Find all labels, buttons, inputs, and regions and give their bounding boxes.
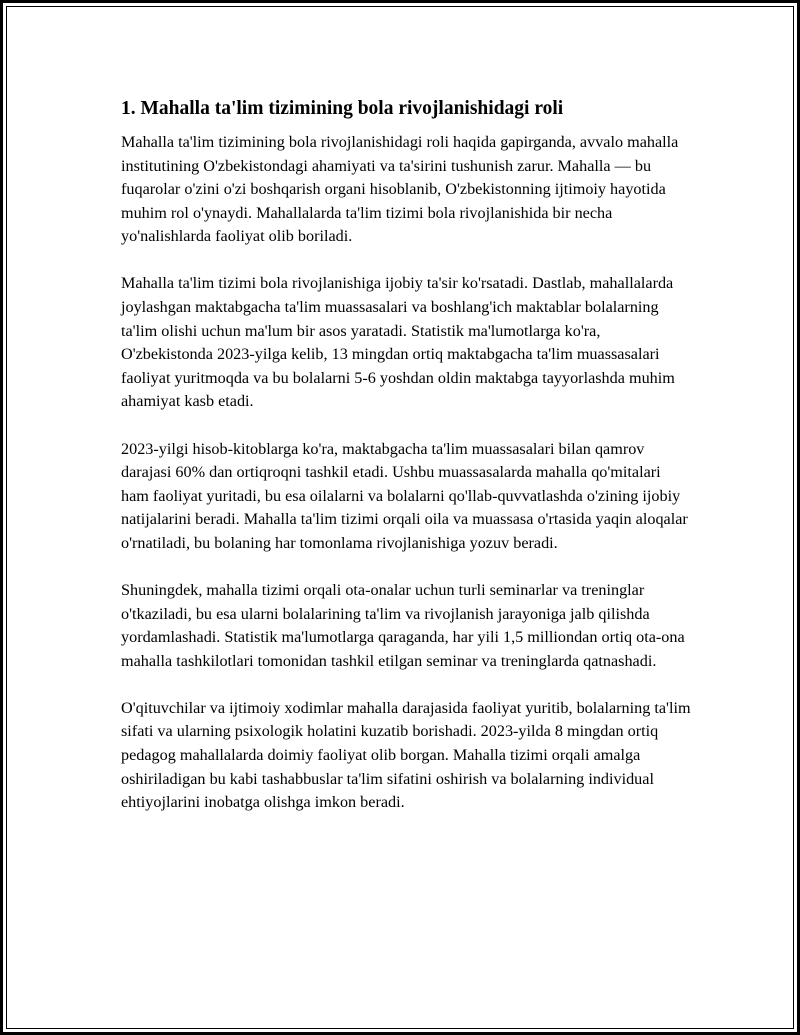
paragraph-3: 2023-yilgi hisob-kitoblarga ko'ra, maktabgacha ta'lim muassasalari bilan qamrov darajasi 60% dan ortiqroqni tashkil etadi. Ushbu muassasalarda mahalla qo'mitalari ham faoliyat yuritadi, bu esa oilalarni va bolalarni qo'llab-quvvatlashda o'zining ijobiy natijalarini beradi. Mahalla ta'lim tizimi orqali oila va muassasa o'rtasida yaqin aloqalar o'rnatiladi, bu bolaning har tomonlama rivojlanishiga yozuv beradi. [121,439,688,552]
section-heading: 1. Mahalla ta'lim tizimining bola rivojlanishidagi roli [121,98,564,119]
paragraph-1: Mahalla ta'lim tizimining bola rivojlanishidagi roli haqida gapirganda, avvalo mahalla institutining O'zbekistondagi ahamiyati va ta'sirini tushunish zarur. Mahalla — bu fuqarolar o'zini o'zi boshqarish organi hisoblanib, O'zbekistonning ijtimoiy hayotida muhim rol o'ynaydi. Mahallalarda ta'lim tizimi bola rivojlanishida bir necha yo'nalishlarda faoliyat olib boriladi. [121,133,679,246]
document-body [121,95,691,838]
paragraph-5: O'qituvchilar va ijtimoiy xodimlar mahalla darajasida faoliyat yuritib, bolalarning ta'lim sifati va ularning psixologik holatini kuzatib borishadi. 2023-yilda 8 mingdan ortiq pedagog mahallalarda doimiy faoliyat olib borgan. Mahalla tizimi orqali amalga oshiriladigan bu kabi tashabbuslar ta'lim sifatini oshirish va bolalarning individual ehtiyojlarini inobatga olishga imkon beradi. [121,698,691,812]
paragraph-4: Shuningdek, mahalla tizimi orqali ota-onalar uchun turli seminarlar va treninglar o'tkaziladi, bu esa ularni bolalarining ta'lim va rivojlanish jarayoniga jalb qilishda yordamlashadi. Statistik ma'lumotlarga qaraganda, har yili 1,5 milliondan ortiq ota-ona mahalla tashkilotlari tomonidan tashkil etilgan seminar va treninglarda qatnashadi. [121,581,685,670]
paragraph-2: Mahalla ta'lim tizimi bola rivojlanishiga ijobiy ta'sir ko'rsatadi. Dastlab, mahallalarda joylashgan maktabgacha ta'lim muassasalari va boshlang'ich maktablar bolalarning ta'lim olishi uchun ma'lum bir asos yaratadi. Statistik ma'lumotlarga ko'ra, O'zbekistonda 2023-yilga kelib, 13 mingdan ortiq maktabgacha ta'lim muassasalari faoliyat yuritmoqda va bu bolalarni 5-6 yoshdan oldin maktabga tayyorlashda muhim ahamiyat kasb etadi. [121,274,675,411]
